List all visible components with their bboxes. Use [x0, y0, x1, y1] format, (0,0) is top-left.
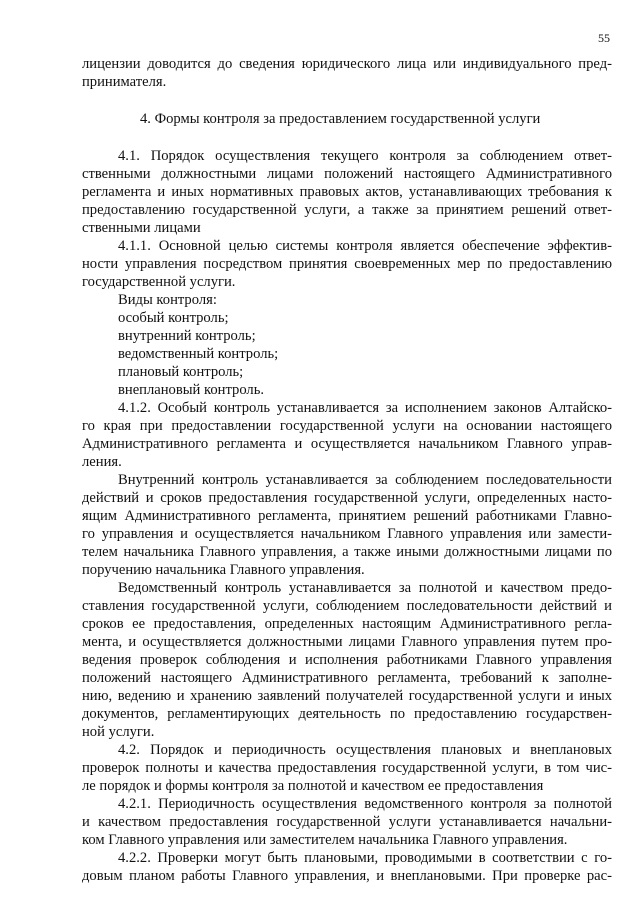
- text-line: поручению начальника Главного управления.: [82, 562, 365, 578]
- text-line: Административного регламента и осуществляется начальником Главного управ-: [82, 436, 612, 452]
- text-line: и качеством предоставления государственной услуги устанавливается начальни-: [82, 814, 612, 830]
- text-line: 4.1.1. Основной целью системы контроля является обеспечение эффектив-: [118, 238, 612, 254]
- text-line: ной услуги.: [82, 724, 155, 740]
- section-heading: 4. Формы контроля за предоставлением государственной услуги: [140, 111, 541, 127]
- text-line: го края при предоставлении государственной услуги на основании настоящего: [82, 418, 612, 434]
- text-line: принимателя.: [82, 74, 167, 90]
- list-item: плановый контроль;: [118, 364, 244, 380]
- text-line: телем начальника Главного управления, а также иными должностными лицами по: [82, 544, 612, 560]
- text-line: нию, ведению и хранению заявлений получателей государственной услуги и иных: [82, 688, 612, 704]
- text-line: ведения проверок соблюдения и исполнения работниками Главного управления: [82, 652, 612, 668]
- text-line: довым планом работы Главного управления, и внеплановыми. При проверке рас-: [82, 868, 612, 884]
- text-line: 4.1. Порядок осуществления текущего контроля за соблюдением ответ-: [118, 148, 612, 164]
- text-line: 4.2.1. Периодичность осуществления ведомственного контроля за полнотой: [118, 796, 612, 812]
- text-line: положений настоящего Административного регламента, требований к заполне-: [82, 670, 612, 686]
- list-item: внеплановый контроль.: [118, 382, 265, 398]
- text-line: мента, и осуществляется должностными лицами Главного управления путем про-: [82, 634, 612, 650]
- text-line: ности управления посредством принятия своевременных мер по предоставлению: [82, 256, 612, 272]
- text-line: документов, регламентирующих деятельность по предоставлению государствен-: [82, 706, 612, 722]
- text-line: ком Главного управления или заместителем начальника Главного управления.: [82, 832, 568, 848]
- text-line: действий и сроков предоставления государственной услуги, определенных насто-: [82, 490, 612, 506]
- text-line: лицензии доводится до сведения юридического лица или индивидуального пред-: [82, 56, 612, 72]
- list-item: особый контроль;: [118, 310, 229, 326]
- text-line: Ведомственный контроль устанавливается за полнотой и качеством предо-: [118, 580, 612, 596]
- text-line: предоставлению государственной услуги, а также за принятием решений ответ-: [82, 202, 612, 218]
- list-item: ведомственный контроль;: [118, 346, 279, 362]
- page-number: 55: [598, 31, 610, 45]
- list-heading: Виды контроля:: [118, 292, 217, 308]
- text-line: ственными лицами: [82, 220, 201, 236]
- text-line: 4.2.2. Проверки могут быть плановыми, проводимыми в соответствии с го-: [118, 850, 612, 866]
- text-line: регламента и иных нормативных правовых актов, устанавливающих требования к: [82, 184, 612, 200]
- text-line: государственной услуги.: [82, 274, 236, 290]
- text-line: 4.2. Порядок и периодичность осуществления плановых и внеплановых: [118, 742, 612, 758]
- text-line: Внутренний контроль устанавливается за соблюдением последовательности: [118, 472, 612, 488]
- text-line: 4.1.2. Особый контроль устанавливается за исполнением законов Алтайско-: [118, 400, 612, 416]
- text-line: ящим Административного регламента, принятием решений работниками Главно-: [82, 508, 612, 524]
- list-item: внутренний контроль;: [118, 328, 256, 344]
- text-line: ления.: [82, 454, 122, 470]
- text-line: ставления государственной услуги, соблюдением последовательности действий и: [82, 598, 612, 614]
- text-line: проверок полноты и качества предоставления государственной услуги, в том чис-: [82, 760, 612, 776]
- text-line: ле порядок и формы контроля за полнотой и качеством ее предоставления: [82, 778, 544, 794]
- text-line: сроков ее предоставления, определенных настоящим Административного регла-: [82, 616, 612, 632]
- text-line: го управления и осуществляется начальником Главного управления или замести-: [82, 526, 612, 542]
- text-line: ственными должностными лицами положений настоящего Административного: [82, 166, 612, 182]
